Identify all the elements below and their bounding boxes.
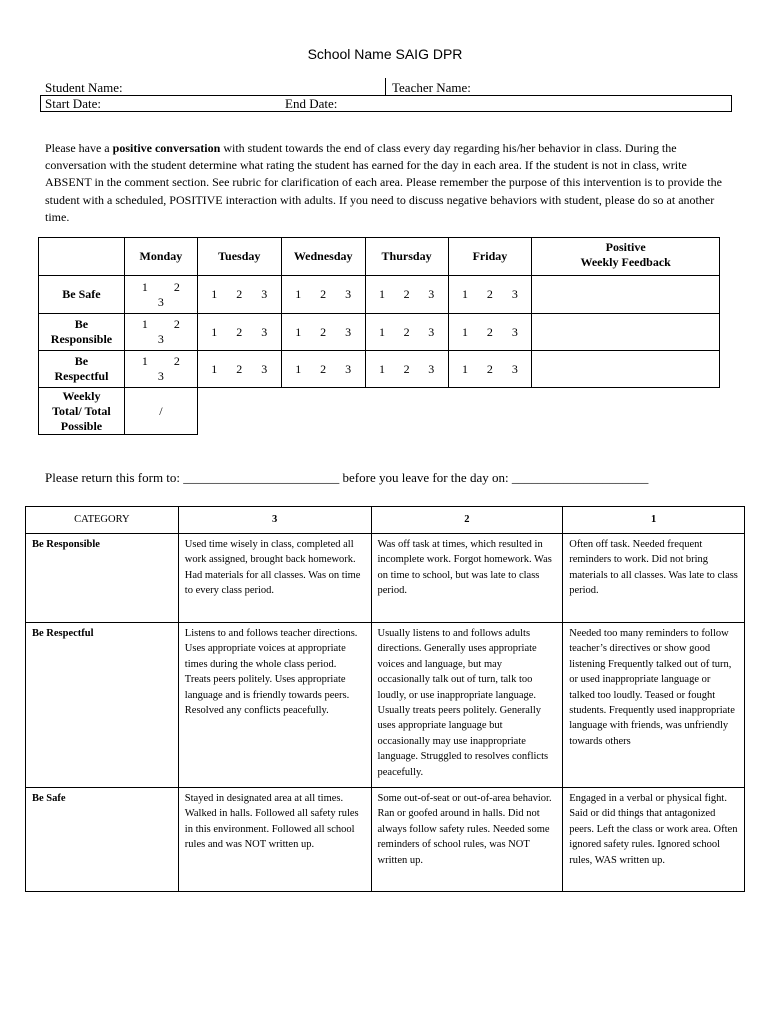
weekly-total-label bbox=[39, 388, 125, 435]
row-label-respectful-line1: Be bbox=[74, 354, 89, 368]
monday-rating-respectful[interactable] bbox=[124, 351, 197, 388]
rating-3[interactable]: 3 bbox=[345, 324, 352, 339]
instructions-bold: positive conversation bbox=[112, 141, 221, 155]
wednesday-rating-respectful[interactable] bbox=[281, 351, 365, 388]
tuesday-rating-respectful[interactable] bbox=[197, 351, 281, 388]
rating-3[interactable]: 3 bbox=[428, 287, 435, 301]
rating-3[interactable]: 3 bbox=[511, 361, 518, 376]
day-thursday: Thursday bbox=[365, 238, 448, 276]
rating-2[interactable]: 2 bbox=[236, 361, 243, 376]
rating-3[interactable]: 3 bbox=[345, 361, 352, 376]
dpr-table bbox=[38, 237, 720, 435]
rating-3[interactable]: 3 bbox=[428, 361, 435, 376]
rating-1[interactable]: 1 bbox=[295, 361, 302, 376]
monday-rating-safe[interactable] bbox=[124, 276, 197, 314]
end-date-label: End Date: bbox=[285, 96, 338, 111]
tuesday-rating-safe[interactable] bbox=[197, 276, 281, 314]
rubric-header-2: 2 bbox=[371, 507, 563, 534]
weekly-line3: Possible bbox=[60, 418, 103, 433]
weekly-line1: Weekly bbox=[62, 388, 101, 403]
rating-2[interactable]: 2 bbox=[173, 354, 180, 368]
rubric-row-respectful bbox=[26, 623, 745, 788]
rating-1[interactable]: 1 bbox=[378, 287, 385, 301]
student-name-label: Student Name: bbox=[45, 80, 123, 95]
rubric-cell-1: Engaged in a verbal or physical fight. Said or did things that antagonized peers. Left the class or work area. Often ignored safety rules. Ignored school rules, WAS written up. bbox=[563, 788, 745, 892]
rating-2[interactable]: 2 bbox=[486, 287, 493, 301]
friday-rating-safe[interactable] bbox=[448, 276, 532, 314]
feedback-cell-safe[interactable] bbox=[532, 276, 720, 314]
rubric-header-category: CATEGORY bbox=[26, 507, 179, 534]
instructions-post: with student towards the end of class every day regarding his/her behavior in class. During the conversation with the student determine what rating the student has earned for the day in each area. If the student is not in class, write ABSENT in the comment section. See rubric for clarification of each area. Please remember the purpose of this intervention is to provide the student with a scheduled, POSITIVE interaction with adults. If you need to discuss negative behaviors with student, please do so at another time. bbox=[45, 141, 722, 224]
rating-3[interactable]: 3 bbox=[261, 324, 268, 339]
wednesday-rating-responsible[interactable] bbox=[281, 314, 365, 351]
monday-rating-responsible[interactable] bbox=[124, 314, 197, 351]
rubric-cell-3: Listens to and follows teacher directions. Uses appropriate voices at appropriate times during the whole class period. Treats peers politely. Uses appropriate language and is friendly towards peers. Resolved any conflicts peacefully. bbox=[178, 623, 371, 788]
rating-2[interactable]: 2 bbox=[486, 361, 493, 376]
return-instruction: Please return this form to: ________________________ before you leave for the day on: _____________________ bbox=[45, 470, 649, 485]
rubric-cell-1: Needed too many reminders to follow teacher’s directives or show good listening Frequently talked out of turn, or used inappropriate language or talked too loudly. Teased or fought students. Frequently used inappropriate language with friends, was unfriendly towards others bbox=[563, 623, 745, 788]
feedback-header-line1: Positive bbox=[605, 240, 646, 254]
rubric-cell-2: Some out-of-seat or out-of-area behavior. Ran or goofed around in halls. Did not always follow safety rules. Needed some reminders of school rules, was NOT written up. bbox=[371, 788, 563, 892]
weekly-line2: Total/ Total bbox=[52, 403, 111, 418]
dpr-row-safe bbox=[39, 276, 720, 314]
rubric-category: Be Responsible bbox=[26, 534, 179, 623]
rubric-cell-2: Was off task at times, which resulted in incomplete work. Forgot homework. Was on time to school, but was late to class period. bbox=[371, 534, 563, 623]
thursday-rating-responsible[interactable] bbox=[365, 314, 448, 351]
dpr-corner bbox=[39, 238, 125, 276]
day-monday: Monday bbox=[124, 238, 197, 276]
feedback-header-line2: Weekly Feedback bbox=[580, 255, 671, 269]
rubric-header-row bbox=[26, 507, 745, 534]
dpr-row-responsible bbox=[39, 314, 720, 351]
teacher-name-label: Teacher Name: bbox=[392, 80, 471, 95]
rating-1[interactable]: 1 bbox=[461, 287, 468, 301]
row-label-responsible bbox=[39, 314, 125, 351]
rating-1[interactable]: 1 bbox=[211, 361, 218, 376]
rubric-table bbox=[25, 506, 745, 892]
rating-1[interactable]: 1 bbox=[295, 287, 302, 301]
rating-2[interactable]: 2 bbox=[486, 324, 493, 339]
rating-1[interactable]: 1 bbox=[461, 361, 468, 376]
weekly-total-cell[interactable]: / bbox=[124, 388, 197, 435]
thursday-rating-respectful[interactable] bbox=[365, 351, 448, 388]
dpr-row-weekly bbox=[39, 388, 720, 435]
rating-3[interactable]: 3 bbox=[428, 324, 435, 339]
day-wednesday: Wednesday bbox=[281, 238, 365, 276]
wednesday-rating-safe[interactable] bbox=[281, 276, 365, 314]
rating-1[interactable]: 1 bbox=[378, 361, 385, 376]
rating-3[interactable]: 3 bbox=[157, 369, 164, 383]
rating-2[interactable]: 2 bbox=[403, 287, 410, 301]
rating-3[interactable]: 3 bbox=[157, 332, 164, 346]
rating-1[interactable]: 1 bbox=[378, 324, 385, 339]
rating-2[interactable]: 2 bbox=[236, 324, 243, 339]
rating-2[interactable]: 2 bbox=[320, 361, 327, 376]
rating-2[interactable]: 2 bbox=[236, 287, 243, 301]
rubric-cell-2: Usually listens to and follows adults directions. Generally uses appropriate voices and language, but may occasionally talk out of turn, talk too loudly, or use inappropriate language. Usually treats peers politely. Generally uses appropriate language but occasionally may use inappropriate language. Struggled to resolves conflicts peacefully. bbox=[371, 623, 563, 788]
row-label-safe bbox=[39, 276, 125, 314]
rating-2[interactable]: 2 bbox=[173, 317, 180, 331]
day-friday: Friday bbox=[448, 238, 532, 276]
instructions bbox=[45, 140, 730, 226]
rating-1[interactable]: 1 bbox=[211, 324, 218, 339]
rating-2[interactable]: 2 bbox=[320, 287, 327, 301]
rubric-category: Be Respectful bbox=[26, 623, 179, 788]
rating-1[interactable]: 1 bbox=[461, 324, 468, 339]
row-label-responsible-line2: Responsible bbox=[50, 332, 113, 346]
feedback-cell-respectful[interactable] bbox=[532, 351, 720, 388]
rating-2[interactable]: 2 bbox=[403, 324, 410, 339]
rating-2[interactable]: 2 bbox=[173, 279, 180, 294]
rubric-cell-3: Stayed in designated area at all times. Walked in halls. Followed all safety rules in this environment. Followed all school rules and was NOT written up. bbox=[178, 788, 371, 892]
date-row-box bbox=[40, 95, 732, 112]
rubric-cell-3: Used time wisely in class, completed all work assigned, brought back homework. Had materials for all classes. Was on time to every class period. bbox=[178, 534, 371, 623]
start-date-label: Start Date: bbox=[45, 96, 101, 111]
row-label-respectful bbox=[39, 351, 125, 388]
row-label-responsible-line1: Be bbox=[74, 317, 89, 331]
row-label-safe-text: Be Safe bbox=[62, 287, 101, 301]
header-divider bbox=[385, 78, 386, 95]
friday-rating-responsible[interactable] bbox=[448, 314, 532, 351]
tuesday-rating-responsible[interactable] bbox=[197, 314, 281, 351]
rating-2[interactable]: 2 bbox=[320, 324, 327, 339]
rating-3[interactable]: 3 bbox=[157, 294, 164, 309]
rating-3[interactable]: 3 bbox=[511, 287, 518, 301]
dpr-header-row bbox=[39, 238, 720, 276]
rubric-cell-1: Often off task. Needed frequent reminders to work. Did not bring materials to all classes. Was late to class period. bbox=[563, 534, 745, 623]
weekly-empty bbox=[197, 388, 719, 435]
rating-3[interactable]: 3 bbox=[511, 324, 518, 339]
feedback-cell-responsible[interactable] bbox=[532, 314, 720, 351]
rubric-row-responsible bbox=[26, 534, 745, 623]
rating-3[interactable]: 3 bbox=[261, 287, 268, 301]
feedback-header bbox=[532, 238, 720, 276]
page-title: School Name SAIG DPR bbox=[307, 46, 463, 62]
day-tuesday: Tuesday bbox=[197, 238, 281, 276]
rubric-header-1: 1 bbox=[563, 507, 745, 534]
rubric-row-safe bbox=[26, 788, 745, 892]
friday-rating-respectful[interactable] bbox=[448, 351, 532, 388]
rubric-category: Be Safe bbox=[26, 788, 179, 892]
rating-1[interactable]: 1 bbox=[211, 287, 218, 301]
rating-2[interactable]: 2 bbox=[403, 361, 410, 376]
rating-1[interactable]: 1 bbox=[141, 354, 148, 368]
thursday-rating-safe[interactable] bbox=[365, 276, 448, 314]
rating-1[interactable]: 1 bbox=[141, 279, 148, 294]
rubric-header-3: 3 bbox=[178, 507, 371, 534]
rating-1[interactable]: 1 bbox=[141, 317, 148, 331]
dpr-row-respectful bbox=[39, 351, 720, 388]
row-label-respectful-line2: Respectful bbox=[54, 369, 109, 383]
instructions-pre: Please have a bbox=[45, 141, 113, 155]
rating-1[interactable]: 1 bbox=[295, 324, 302, 339]
rating-3[interactable]: 3 bbox=[345, 287, 352, 301]
rating-3[interactable]: 3 bbox=[261, 361, 268, 376]
